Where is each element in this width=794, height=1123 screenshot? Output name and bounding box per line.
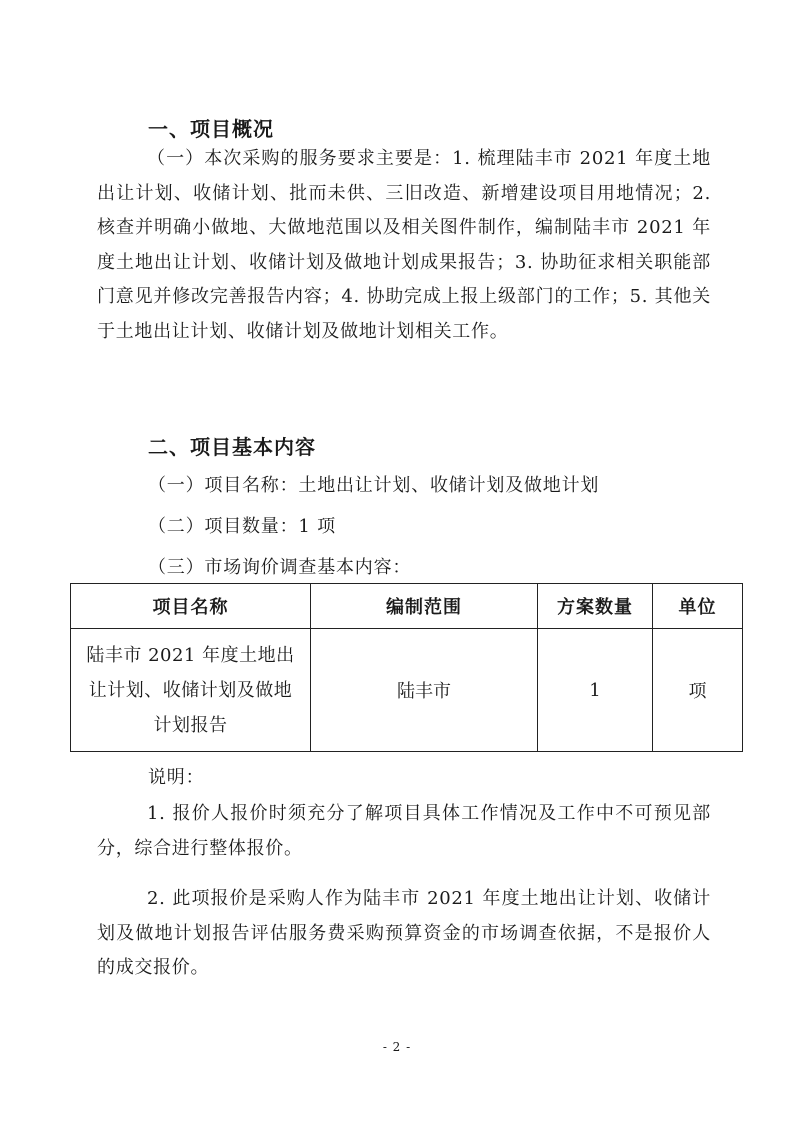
cell-scope: 陆丰市 [311, 629, 538, 752]
section-2-heading: 二、项目基本内容 [148, 435, 316, 459]
header-scope: 编制范围 [311, 584, 538, 629]
header-project-name: 项目名称 [71, 584, 311, 629]
project-quantity-line: （二）项目数量：1 项 [148, 516, 336, 537]
project-name-line: （一）项目名称：土地出让计划、收储计划及做地计划 [148, 475, 600, 496]
notes-label: 说明： [148, 767, 205, 788]
cell-quantity: 1 [538, 629, 653, 752]
note-item-2: 2. 此项报价是采购人作为陆丰市 2021 年度土地出让计划、收储计划及做地计划报告评估服务费采购预算资金的市场调查依据，不是报价人的成交报价。 [97, 888, 711, 979]
cell-project-name-line: 让计划、收储计划及做地 [88, 679, 293, 701]
header-plan-quantity: 方案数量 [538, 584, 653, 629]
note-item-1: 1. 报价人报价时须充分了解项目具体工作情况及工作中不可预见部分，综合进行整体报价。 [97, 803, 711, 859]
page-number: - 2 - [382, 1040, 412, 1054]
header-unit: 单位 [653, 584, 743, 629]
inquiry-content-line: （三）市场询价调查基本内容： [148, 557, 412, 578]
table-row [71, 629, 743, 752]
table-header-row [71, 584, 743, 629]
cell-project-name-line: 陆丰市 2021 年度土地出 [86, 644, 295, 666]
cell-unit: 项 [653, 629, 743, 752]
cell-project-name-line: 计划报告 [153, 714, 228, 736]
section-1-heading: 一、项目概况 [148, 117, 274, 141]
inquiry-table [70, 583, 743, 752]
cell-project-name [71, 629, 311, 752]
section-1-paragraph: （一）本次采购的服务要求主要是：1. 梳理陆丰市 2021 年度土地出让计划、收储计划、批而未供、三旧改造、新增建设项目用地情况；2. 核查并明确小做地、大做地范围以及相关图件制作，编制陆丰市 2021 年度土地出让计划、收储计划及做地计划成果报告；3. 协助征求相关职能部门意见并修改完善报告内容；4. 协助完成上报上级部门的工作；5. 其他关于土地出让计划、收储计划及做地计划相关工作。 [97, 148, 711, 342]
